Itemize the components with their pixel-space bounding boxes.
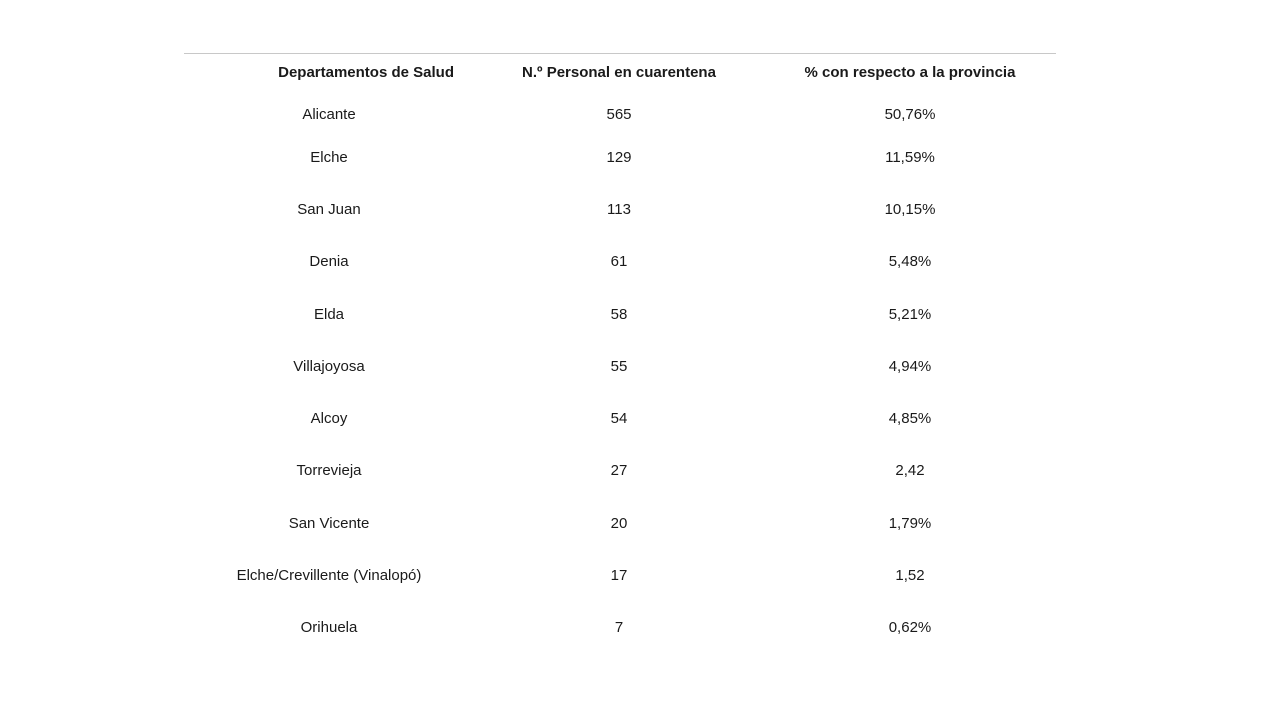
- department-cell: Alcoy: [310, 410, 348, 428]
- personnel-count-cell: 129: [606, 148, 632, 166]
- percentage-cell: 11,59%: [885, 148, 935, 166]
- department-cell: Alicante: [302, 106, 356, 123]
- percentage-cell: 1,79%: [888, 514, 932, 532]
- percentage-cell: 2,42: [895, 462, 925, 480]
- personnel-count-cell: 55: [610, 357, 628, 375]
- percentage-cell: 50,76%: [884, 106, 936, 123]
- percentage-cell: 4,94%: [888, 357, 932, 375]
- table-row: [184, 602, 1056, 654]
- table-row: [184, 340, 1056, 392]
- personnel-count-cell: 7: [614, 619, 624, 637]
- personnel-count-cell: 54: [610, 410, 628, 428]
- department-cell: San Vicente: [288, 514, 370, 532]
- personnel-count-cell: 27: [610, 462, 628, 480]
- table-body: [184, 91, 1056, 654]
- header-personal: N.º Personal en cuarentena: [522, 64, 716, 81]
- table-row: [184, 131, 1056, 183]
- personnel-count-cell: 61: [610, 253, 628, 271]
- department-cell: San Juan: [297, 200, 361, 218]
- table-row: [184, 91, 1056, 131]
- personnel-count-cell: 17: [610, 567, 628, 585]
- percentage-cell: 0,62%: [888, 619, 932, 637]
- department-cell: Orihuela: [300, 619, 358, 637]
- personnel-count-cell: 113: [607, 200, 631, 218]
- percentage-cell: 5,21%: [888, 305, 932, 323]
- table-row: [184, 445, 1056, 497]
- percentage-cell: 5,48%: [888, 253, 932, 271]
- header-departamentos: Departamentos de Salud: [278, 64, 454, 81]
- percentage-cell: 10,15%: [884, 200, 936, 218]
- department-cell: Denia: [309, 253, 349, 271]
- table-row: [184, 183, 1056, 235]
- percentage-cell: 1,52: [895, 567, 925, 585]
- table-row: [184, 236, 1056, 288]
- personnel-count-cell: 58: [610, 305, 628, 323]
- personnel-count-cell: 565: [606, 106, 632, 123]
- department-cell: Villajoyosa: [293, 357, 365, 375]
- table-header-row: [184, 54, 1056, 91]
- table-row: [184, 549, 1056, 601]
- department-cell: Torrevieja: [296, 462, 362, 480]
- department-cell: Elche: [310, 148, 348, 166]
- department-cell: Elda: [313, 305, 345, 323]
- percentage-cell: 4,85%: [888, 410, 932, 428]
- table-row: [184, 288, 1056, 340]
- quarantine-table: [184, 54, 1056, 654]
- header-porcentaje: % con respecto a la provincia: [804, 64, 1016, 81]
- table-row: [184, 497, 1056, 549]
- department-cell: Elche/Crevillente (Vinalopó): [236, 567, 422, 585]
- quarantine-table-container: [184, 53, 1056, 654]
- table-row: [184, 392, 1056, 444]
- personnel-count-cell: 20: [610, 514, 628, 532]
